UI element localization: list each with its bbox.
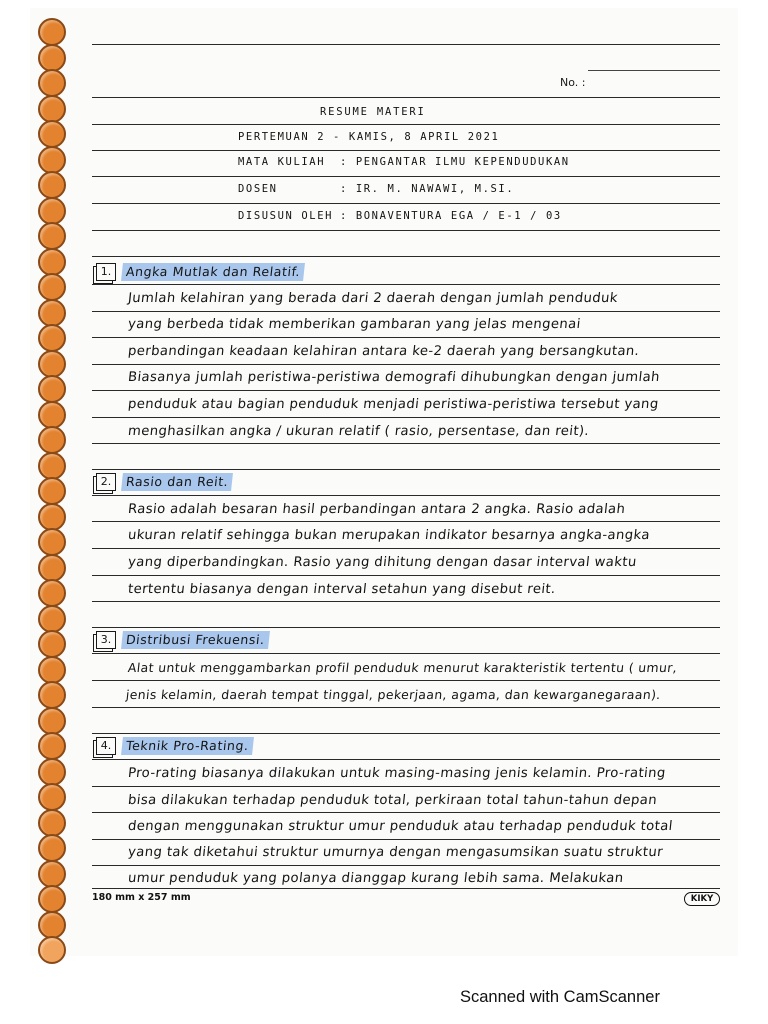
header-course-label: MATA KULIAH	[238, 156, 326, 168]
text-line: Biasanya jumlah peristiwa-peristiwa demografi dihubungkan dengan jumlah	[127, 370, 661, 385]
text-line: umur penduduk yang polanya dianggap kurang lebih sama. Melakukan	[127, 871, 625, 886]
binder-hole	[38, 171, 66, 199]
binder-hole	[38, 248, 66, 276]
ruled-line	[92, 733, 720, 734]
header-course-value: : PENGANTAR ILMU KEPENDUDUKAN	[340, 156, 570, 168]
ruled-line	[92, 707, 720, 708]
page-number-label: No. :	[560, 76, 586, 89]
binder-hole	[38, 554, 66, 582]
ruled-line	[92, 44, 720, 45]
binder-hole	[38, 477, 66, 505]
binder-hole	[38, 885, 66, 913]
binder-hole	[38, 936, 66, 964]
binder-hole	[38, 707, 66, 735]
binder-hole	[38, 375, 66, 403]
text-line: yang tak diketahui struktur umurnya dengan mengasumsikan suatu struktur	[127, 845, 664, 860]
section-title-highlight: Teknik Pro-Rating.	[121, 737, 254, 755]
ruled-line	[92, 521, 720, 522]
ruled-line	[92, 417, 720, 418]
section-number-box: 4.	[96, 737, 116, 755]
paper-size-label: 180 mm x 257 mm	[92, 892, 191, 903]
ruled-line	[92, 337, 720, 338]
section-title-highlight: Rasio dan Reit.	[121, 473, 233, 491]
binder-hole	[38, 834, 66, 862]
ruled-line	[92, 548, 720, 549]
header-author-label: DISUSUN OLEH	[238, 210, 334, 222]
binder-hole	[38, 503, 66, 531]
binder-hole	[38, 18, 66, 46]
ruled-line	[92, 124, 720, 125]
text-line: dengan menggunakan struktur umur penduduk atau terhadap penduduk total	[127, 819, 674, 834]
binder-hole	[38, 605, 66, 633]
text-line: menghasilkan angka / ukuran relatif ( rasio, persentase, dan reit).	[127, 424, 590, 439]
text-line: jenis kelamin, daerah tempat tinggal, pekerjaan, agama, dan kewarganegaraan).	[125, 687, 662, 702]
header-lecturer-value: : IR. M. NAWAWI, M.SI.	[340, 183, 515, 195]
binder-hole	[38, 809, 66, 837]
page-title: RESUME MATERI	[320, 106, 426, 118]
ruled-line	[92, 284, 720, 285]
ruled-line	[92, 888, 720, 889]
text-line: Jumlah kelahiran yang berada dari 2 daerah dengan jumlah penduduk	[127, 291, 619, 306]
ruled-line	[92, 680, 720, 681]
ruled-line	[92, 495, 720, 496]
scanner-watermark: Scanned with CamScanner	[460, 988, 660, 1006]
ruled-line	[92, 601, 720, 602]
ruled-line	[92, 865, 720, 866]
binder-hole	[38, 452, 66, 480]
ruled-line	[92, 469, 720, 470]
ruled-line	[92, 256, 720, 257]
page-number-line	[588, 70, 720, 71]
section-title-highlight: Distribusi Frekuensi.	[121, 631, 270, 649]
header-author-value: : BONAVENTURA EGA / E-1 / 03	[340, 210, 562, 222]
binder-hole	[38, 146, 66, 174]
binder-hole	[38, 579, 66, 607]
binder-hole	[38, 222, 66, 250]
binder-hole	[38, 120, 66, 148]
binder-hole	[38, 860, 66, 888]
binder-hole	[38, 44, 66, 72]
text-line: yang berbeda tidak memberikan gambaran yang jelas mengenai	[127, 317, 582, 332]
binder-hole	[38, 783, 66, 811]
binder-hole	[38, 197, 66, 225]
text-line: Alat untuk menggambarkan profil penduduk menurut karakteristik tertentu ( umur,	[127, 660, 679, 675]
section-number-box: 2.	[96, 473, 116, 491]
ruled-line	[92, 786, 720, 787]
text-line: tertentu biasanya dengan interval setahun yang disebut reit.	[127, 582, 557, 597]
ruled-line	[92, 176, 720, 177]
text-line: bisa dilakukan terhadap penduduk total, perkiraan total tahun-tahun depan	[127, 793, 658, 808]
ruled-line	[92, 364, 720, 365]
binder-hole	[38, 630, 66, 658]
ruled-line	[92, 97, 720, 98]
binder-hole	[38, 656, 66, 684]
ruled-line	[92, 230, 720, 231]
binder-hole	[38, 299, 66, 327]
header-meeting: PERTEMUAN 2 - KAMIS, 8 APRIL 2021	[238, 131, 500, 143]
binder-holes	[38, 18, 74, 948]
ruled-line	[92, 759, 720, 760]
section-number-box: 3.	[96, 631, 116, 649]
ruled-line	[92, 311, 720, 312]
section-title-highlight: Angka Mutlak dan Relatif.	[121, 263, 305, 281]
ruled-line	[92, 443, 720, 444]
ruled-line	[92, 150, 720, 151]
binder-hole	[38, 273, 66, 301]
header-lecturer-label: DOSEN	[238, 183, 278, 195]
ruled-line	[92, 812, 720, 813]
binder-hole	[38, 401, 66, 429]
ruled-line	[92, 653, 720, 654]
binder-hole	[38, 324, 66, 352]
ruled-line	[92, 839, 720, 840]
text-line: ukuran relatif sehingga bukan merupakan indikator besarnya angka-angka	[127, 528, 651, 543]
ruled-line	[92, 390, 720, 391]
binder-hole	[38, 528, 66, 556]
ruled-line	[92, 627, 720, 628]
binder-hole	[38, 758, 66, 786]
ruled-line	[92, 203, 720, 204]
text-line: Rasio adalah besaran hasil perbandingan antara 2 angka. Rasio adalah	[127, 502, 627, 517]
binder-hole	[38, 95, 66, 123]
section-number-box: 1.	[96, 263, 116, 281]
binder-hole	[38, 350, 66, 378]
text-line: penduduk atau bagian penduduk menjadi peristiwa-peristiwa tersebut yang	[127, 397, 660, 412]
binder-hole	[38, 69, 66, 97]
text-line: perbandingan keadaan kelahiran antara ke-2 daerah yang bersangkutan.	[127, 344, 641, 359]
text-line: Pro-rating biasanya dilakukan untuk masing-masing jenis kelamin. Pro-rating	[127, 766, 667, 781]
binder-hole	[38, 911, 66, 939]
binder-hole	[38, 426, 66, 454]
binder-hole	[38, 732, 66, 760]
ruled-line	[92, 575, 720, 576]
binder-hole	[38, 681, 66, 709]
text-line: yang diperbandingkan. Rasio yang dihitung dengan dasar interval waktu	[127, 555, 638, 570]
brand-logo: KIKY	[684, 892, 720, 906]
